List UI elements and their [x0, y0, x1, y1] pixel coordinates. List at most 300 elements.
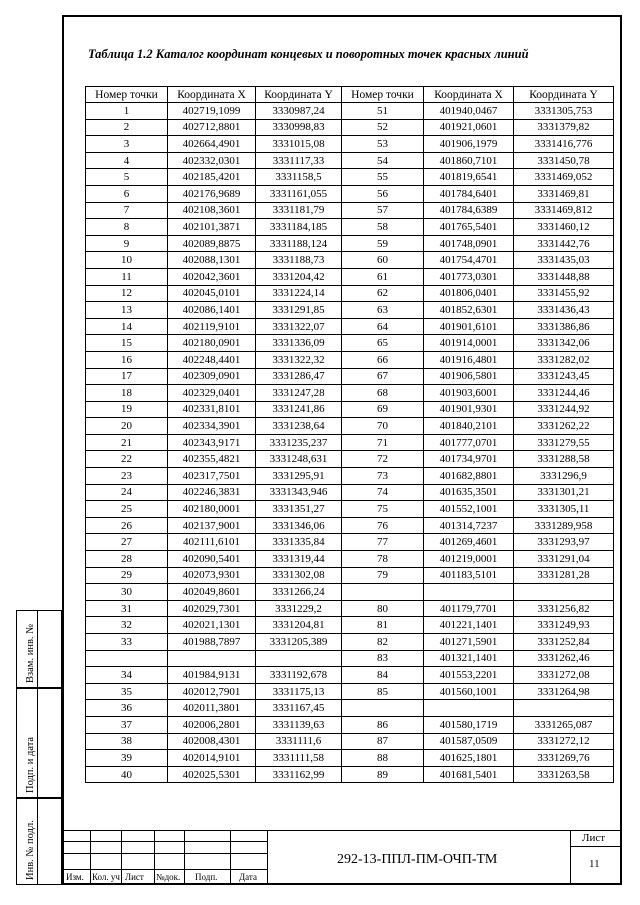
table-cell: 3331322,07	[256, 318, 342, 335]
table-row	[86, 235, 614, 252]
table-row	[86, 335, 614, 352]
table-cell: 401271,5901	[424, 634, 514, 651]
table-cell: 3331450,78	[514, 152, 614, 169]
table-cell: 3331229,2	[256, 600, 342, 617]
table-cell: 12	[86, 285, 168, 302]
table-cell: 5	[86, 169, 168, 186]
table-cell: 77	[342, 534, 424, 551]
table-cell: 402111,6101	[168, 534, 256, 551]
table-cell: 3331295,91	[256, 468, 342, 485]
table-cell: 84	[342, 667, 424, 684]
table-cell: 87	[342, 733, 424, 750]
table-cell: 18	[86, 385, 168, 402]
table-cell: 63	[342, 302, 424, 319]
table-cell: 15	[86, 335, 168, 352]
table-cell: 3331175,13	[256, 683, 342, 700]
table-cell: 3331249,93	[514, 617, 614, 634]
table-cell: 402008,4301	[168, 733, 256, 750]
table-cell: 14	[86, 318, 168, 335]
table-row	[86, 351, 614, 368]
table-row	[86, 418, 614, 435]
table-cell: 76	[342, 517, 424, 534]
table-cell: 80	[342, 600, 424, 617]
table-row	[86, 152, 614, 169]
table-cell: 35	[86, 683, 168, 700]
table-cell: 401314,7237	[424, 517, 514, 534]
table-cell: 401681,5401	[424, 766, 514, 783]
table-cell: 401625,1801	[424, 750, 514, 767]
table-cell: 401553,2201	[424, 667, 514, 684]
table-cell: 401940,0467	[424, 103, 514, 120]
table-cell: 3331111,58	[256, 750, 342, 767]
table-cell: 3331161,055	[256, 185, 342, 202]
table-cell: 402012,7901	[168, 683, 256, 700]
table-cell: 402332,0301	[168, 152, 256, 169]
table-cell: 3331282,02	[514, 351, 614, 368]
table-row	[86, 318, 614, 335]
table-cell: 78	[342, 551, 424, 568]
table-cell: 89	[342, 766, 424, 783]
table-cell: 3331291,85	[256, 302, 342, 319]
table-row	[86, 600, 614, 617]
table-cell: 3331204,42	[256, 268, 342, 285]
table-cell: 28	[86, 551, 168, 568]
table-cell: 402006,2801	[168, 716, 256, 733]
table-cell: 401984,9131	[168, 667, 256, 684]
table-cell: 22	[86, 451, 168, 468]
table-cell: 3331305,753	[514, 103, 614, 120]
table-cell	[168, 650, 256, 667]
table-row	[86, 103, 614, 120]
table-cell: 3331205,389	[256, 634, 342, 651]
table-cell: 402025,5301	[168, 766, 256, 783]
table-cell: 402073,9301	[168, 567, 256, 584]
table-cell: 402042,3601	[168, 268, 256, 285]
table-cell: 401748,0901	[424, 235, 514, 252]
table-cell: 3331162,99	[256, 766, 342, 783]
stamp-label-izm: Изм.	[66, 872, 84, 882]
table-row	[86, 766, 614, 783]
table-row	[86, 667, 614, 684]
table-cell: 13	[86, 302, 168, 319]
table-cell: 401773,0301	[424, 268, 514, 285]
table-row	[86, 484, 614, 501]
table-cell	[424, 584, 514, 601]
table-cell: 401321,1401	[424, 650, 514, 667]
table-cell: 39	[86, 750, 168, 767]
header-cell: Координата X	[424, 87, 514, 103]
table-cell: 25	[86, 501, 168, 518]
table-cell: 3331015,08	[256, 136, 342, 153]
table-cell: 3331235,237	[256, 434, 342, 451]
table-cell: 3331460,12	[514, 219, 614, 236]
table-cell: 3331335,84	[256, 534, 342, 551]
table-cell: 402021,1301	[168, 617, 256, 634]
table-cell: 401219,0001	[424, 551, 514, 568]
table-cell: 60	[342, 252, 424, 269]
table-cell: 3331263,58	[514, 766, 614, 783]
table-cell: 51	[342, 103, 424, 120]
table-cell: 3331281,28	[514, 567, 614, 584]
table-cell: 75	[342, 501, 424, 518]
table-cell: 401754,4701	[424, 252, 514, 269]
table-cell: 401901,6101	[424, 318, 514, 335]
table-cell: 402086,1401	[168, 302, 256, 319]
table-cell: 2	[86, 119, 168, 136]
table-cell: 401906,5801	[424, 368, 514, 385]
table-row	[86, 584, 614, 601]
table-cell: 401682,8801	[424, 468, 514, 485]
table-cell: 402137,9001	[168, 517, 256, 534]
table-cell: 26	[86, 517, 168, 534]
table-cell: 3331158,5	[256, 169, 342, 186]
header-cell: Номер точки	[86, 87, 168, 103]
table-cell: 62	[342, 285, 424, 302]
table-cell: 3331111,6	[256, 733, 342, 750]
table-cell: 3331346,06	[256, 517, 342, 534]
sheet-number: 11	[589, 858, 600, 870]
table-cell: 402014,9101	[168, 750, 256, 767]
table-cell: 29	[86, 567, 168, 584]
table-cell: 401806,0401	[424, 285, 514, 302]
table-cell: 8	[86, 219, 168, 236]
table-cell: 402089,8875	[168, 235, 256, 252]
table-cell: 3331469,052	[514, 169, 614, 186]
table-cell: 6	[86, 185, 168, 202]
table-cell: 21	[86, 434, 168, 451]
table-row	[86, 517, 614, 534]
table-cell	[514, 584, 614, 601]
table-cell: 402029,7301	[168, 600, 256, 617]
table-cell: 402090,5401	[168, 551, 256, 568]
table-cell: 3331272,12	[514, 733, 614, 750]
table-cell: 3331256,82	[514, 600, 614, 617]
table-cell: 40	[86, 766, 168, 783]
table-cell: 88	[342, 750, 424, 767]
table-row	[86, 468, 614, 485]
table-cell: 401901,9301	[424, 401, 514, 418]
table-cell: 3331184,185	[256, 219, 342, 236]
table-cell: 56	[342, 185, 424, 202]
table-cell: 3331181,79	[256, 202, 342, 219]
table-cell: 3331301,21	[514, 484, 614, 501]
table-cell: 402355,4821	[168, 451, 256, 468]
table-cell: 3	[86, 136, 168, 153]
table-cell: 402334,3901	[168, 418, 256, 435]
table-cell: 3331322,32	[256, 351, 342, 368]
table-cell: 3331139,63	[256, 716, 342, 733]
table-cell: 3331243,45	[514, 368, 614, 385]
table-row	[86, 285, 614, 302]
table-row	[86, 434, 614, 451]
stamp-label-ndok: №док.	[156, 872, 181, 882]
table-cell: 3331442,76	[514, 235, 614, 252]
table-cell: 3331436,43	[514, 302, 614, 319]
table-cell: 402309,0901	[168, 368, 256, 385]
table-cell: 3331265,087	[514, 716, 614, 733]
table-cell: 3331469,81	[514, 185, 614, 202]
stamp-label-podp: Подп.	[195, 872, 218, 882]
table-cell: 82	[342, 634, 424, 651]
table-row	[86, 401, 614, 418]
table-row	[86, 567, 614, 584]
table-row	[86, 700, 614, 717]
table-cell: 402119,9101	[168, 318, 256, 335]
table-cell: 74	[342, 484, 424, 501]
table-cell: 402180,0001	[168, 501, 256, 518]
table-cell: 401784,6401	[424, 185, 514, 202]
table-cell: 3331238,64	[256, 418, 342, 435]
table-cell: 36	[86, 700, 168, 717]
header-cell: Координата X	[168, 87, 256, 103]
stamp-label-kol-uch: Кол. уч	[92, 872, 120, 882]
table-cell: 3331286,47	[256, 368, 342, 385]
table-cell: 58	[342, 219, 424, 236]
table-cell: 401840,2101	[424, 418, 514, 435]
table-cell: 401784,6389	[424, 202, 514, 219]
table-cell: 3331167,45	[256, 700, 342, 717]
table-cell: 3331252,84	[514, 634, 614, 651]
table-cell: 3331343,946	[256, 484, 342, 501]
table-cell: 3331469,812	[514, 202, 614, 219]
table-cell: 401734,9701	[424, 451, 514, 468]
table-row	[86, 634, 614, 651]
table-row	[86, 119, 614, 136]
table-cell: 81	[342, 617, 424, 634]
table-cell: 402176,9689	[168, 185, 256, 202]
table-cell: 3331296,9	[514, 468, 614, 485]
table-cell: 3331289,958	[514, 517, 614, 534]
table-cell: 3331279,55	[514, 434, 614, 451]
table-row	[86, 368, 614, 385]
table-cell: 3331264,98	[514, 683, 614, 700]
table-cell: 402185,4201	[168, 169, 256, 186]
side-label-vzam: Взам. инв. №	[25, 623, 36, 683]
table-cell: 55	[342, 169, 424, 186]
table-row	[86, 650, 614, 667]
table-cell: 402101,3871	[168, 219, 256, 236]
header-cell: Координата Y	[256, 87, 342, 103]
table-cell: 3331266,24	[256, 584, 342, 601]
table-cell: 401903,6001	[424, 385, 514, 402]
table-cell: 79	[342, 567, 424, 584]
table-cell: 16	[86, 351, 168, 368]
table-cell: 3331293,97	[514, 534, 614, 551]
table-cell: 402317,7501	[168, 468, 256, 485]
side-block-vzam	[16, 610, 62, 688]
table-cell: 37	[86, 716, 168, 733]
table-row	[86, 716, 614, 733]
table-cell	[514, 700, 614, 717]
table-cell: 402011,3801	[168, 700, 256, 717]
table-cell: 402712,8801	[168, 119, 256, 136]
table-cell: 83	[342, 650, 424, 667]
table-cell: 401921,0601	[424, 119, 514, 136]
table-row	[86, 551, 614, 568]
table-cell: 3331192,678	[256, 667, 342, 684]
table-cell: 61	[342, 268, 424, 285]
table-cell: 3331262,22	[514, 418, 614, 435]
table-cell: 402049,8601	[168, 584, 256, 601]
table-cell: 86	[342, 716, 424, 733]
table-cell: 402719,1099	[168, 103, 256, 120]
table-cell: 11	[86, 268, 168, 285]
table-cell: 401560,1001	[424, 683, 514, 700]
table-row	[86, 617, 614, 634]
table-row	[86, 302, 614, 319]
table-cell: 401552,1001	[424, 501, 514, 518]
table-cell: 3331188,124	[256, 235, 342, 252]
table-cell: 401988,7897	[168, 634, 256, 651]
table-cell: 401819,6541	[424, 169, 514, 186]
table-cell	[342, 700, 424, 717]
table-cell: 33	[86, 634, 168, 651]
table-cell: 402088,1301	[168, 252, 256, 269]
table-cell	[424, 700, 514, 717]
header-cell: Номер точки	[342, 87, 424, 103]
table-cell: 72	[342, 451, 424, 468]
table-cell: 31	[86, 600, 168, 617]
table-cell: 3331416,776	[514, 136, 614, 153]
table-cell: 401765,5401	[424, 219, 514, 236]
table-cell: 66	[342, 351, 424, 368]
table-cell: 401580,1719	[424, 716, 514, 733]
stamp-label-data: Дата	[239, 872, 257, 882]
table-cell: 3331247,28	[256, 385, 342, 402]
table-cell: 401860,7101	[424, 152, 514, 169]
table-cell: 401906,1979	[424, 136, 514, 153]
table-cell: 10	[86, 252, 168, 269]
coordinates-table	[85, 86, 614, 783]
table-cell: 85	[342, 683, 424, 700]
table-header-row	[86, 87, 614, 103]
table-cell: 70	[342, 418, 424, 435]
table-cell: 59	[342, 235, 424, 252]
table-cell: 3331336,09	[256, 335, 342, 352]
table-cell: 401914,0001	[424, 335, 514, 352]
table-row	[86, 451, 614, 468]
table-cell: 30	[86, 584, 168, 601]
table-cell: 3330987,24	[256, 103, 342, 120]
table-cell: 401183,5101	[424, 567, 514, 584]
table-cell: 27	[86, 534, 168, 551]
table-cell: 32	[86, 617, 168, 634]
table-cell: 20	[86, 418, 168, 435]
table-cell: 3331319,44	[256, 551, 342, 568]
table-row	[86, 750, 614, 767]
table-cell: 53	[342, 136, 424, 153]
table-row	[86, 501, 614, 518]
table-cell: 23	[86, 468, 168, 485]
table-cell: 34	[86, 667, 168, 684]
table-cell: 19	[86, 401, 168, 418]
table-cell	[256, 650, 342, 667]
table-cell: 3331188,73	[256, 252, 342, 269]
table-cell: 401179,7701	[424, 600, 514, 617]
table-cell: 3331224,14	[256, 285, 342, 302]
table-cell: 401269,4601	[424, 534, 514, 551]
table-cell: 3331448,88	[514, 268, 614, 285]
table-row	[86, 683, 614, 700]
table-cell	[86, 650, 168, 667]
table-cell	[342, 584, 424, 601]
table-cell: 402180,0901	[168, 335, 256, 352]
table-cell: 3331435,03	[514, 252, 614, 269]
table-cell: 7	[86, 202, 168, 219]
table-cell: 3330998,83	[256, 119, 342, 136]
table-cell: 3331302,08	[256, 567, 342, 584]
table-row	[86, 733, 614, 750]
table-cell: 17	[86, 368, 168, 385]
table-cell: 3331244,46	[514, 385, 614, 402]
table-cell: 64	[342, 318, 424, 335]
side-label-inv: Инв. № подл.	[25, 820, 36, 880]
table-row	[86, 534, 614, 551]
table-cell: 3331241,86	[256, 401, 342, 418]
table-cell: 57	[342, 202, 424, 219]
document-number: 292-13-ППЛ-ПМ-ОЧП-ТМ	[337, 852, 498, 867]
table-cell: 402664,4901	[168, 136, 256, 153]
table-cell: 402246,3831	[168, 484, 256, 501]
table-cell: 65	[342, 335, 424, 352]
table-cell: 402108,3601	[168, 202, 256, 219]
table-cell: 402248,4401	[168, 351, 256, 368]
table-row	[86, 268, 614, 285]
table-row	[86, 202, 614, 219]
table-cell: 38	[86, 733, 168, 750]
table-cell: 3331386,86	[514, 318, 614, 335]
table-cell: 401635,3501	[424, 484, 514, 501]
table-cell: 401587,0509	[424, 733, 514, 750]
table-cell: 52	[342, 119, 424, 136]
table-cell: 3331305,11	[514, 501, 614, 518]
table-row	[86, 385, 614, 402]
table-cell: 3331269,76	[514, 750, 614, 767]
table-cell: 68	[342, 385, 424, 402]
table-cell: 69	[342, 401, 424, 418]
table-row	[86, 252, 614, 269]
side-label-podp: Подп. и дата	[25, 736, 36, 793]
side-block-inv	[16, 798, 62, 885]
sheet-label: Лист	[582, 832, 606, 844]
table-cell: 3331204,81	[256, 617, 342, 634]
side-block-podp	[16, 688, 62, 798]
table-cell: 3331244,92	[514, 401, 614, 418]
table-row	[86, 136, 614, 153]
table-cell: 71	[342, 434, 424, 451]
table-cell: 401221,1401	[424, 617, 514, 634]
table-cell: 54	[342, 152, 424, 169]
title-block-stamp	[62, 830, 622, 885]
table-cell: 3331248,631	[256, 451, 342, 468]
table-row	[86, 185, 614, 202]
table-cell: 402343,9171	[168, 434, 256, 451]
table-cell: 3331455,92	[514, 285, 614, 302]
table-cell: 3331288,58	[514, 451, 614, 468]
table-cell: 3331351,27	[256, 501, 342, 518]
table-cell: 401852,6301	[424, 302, 514, 319]
table-cell: 24	[86, 484, 168, 501]
table-title: Таблица 1.2 Каталог координат концевых и поворотных точек красных линий	[88, 47, 529, 61]
table-cell: 402045,0101	[168, 285, 256, 302]
table-cell: 3331342,06	[514, 335, 614, 352]
header-cell: Координата Y	[514, 87, 614, 103]
table-cell: 67	[342, 368, 424, 385]
table-cell: 402331,8101	[168, 401, 256, 418]
table-row	[86, 219, 614, 236]
table-cell: 73	[342, 468, 424, 485]
table-cell: 4	[86, 152, 168, 169]
